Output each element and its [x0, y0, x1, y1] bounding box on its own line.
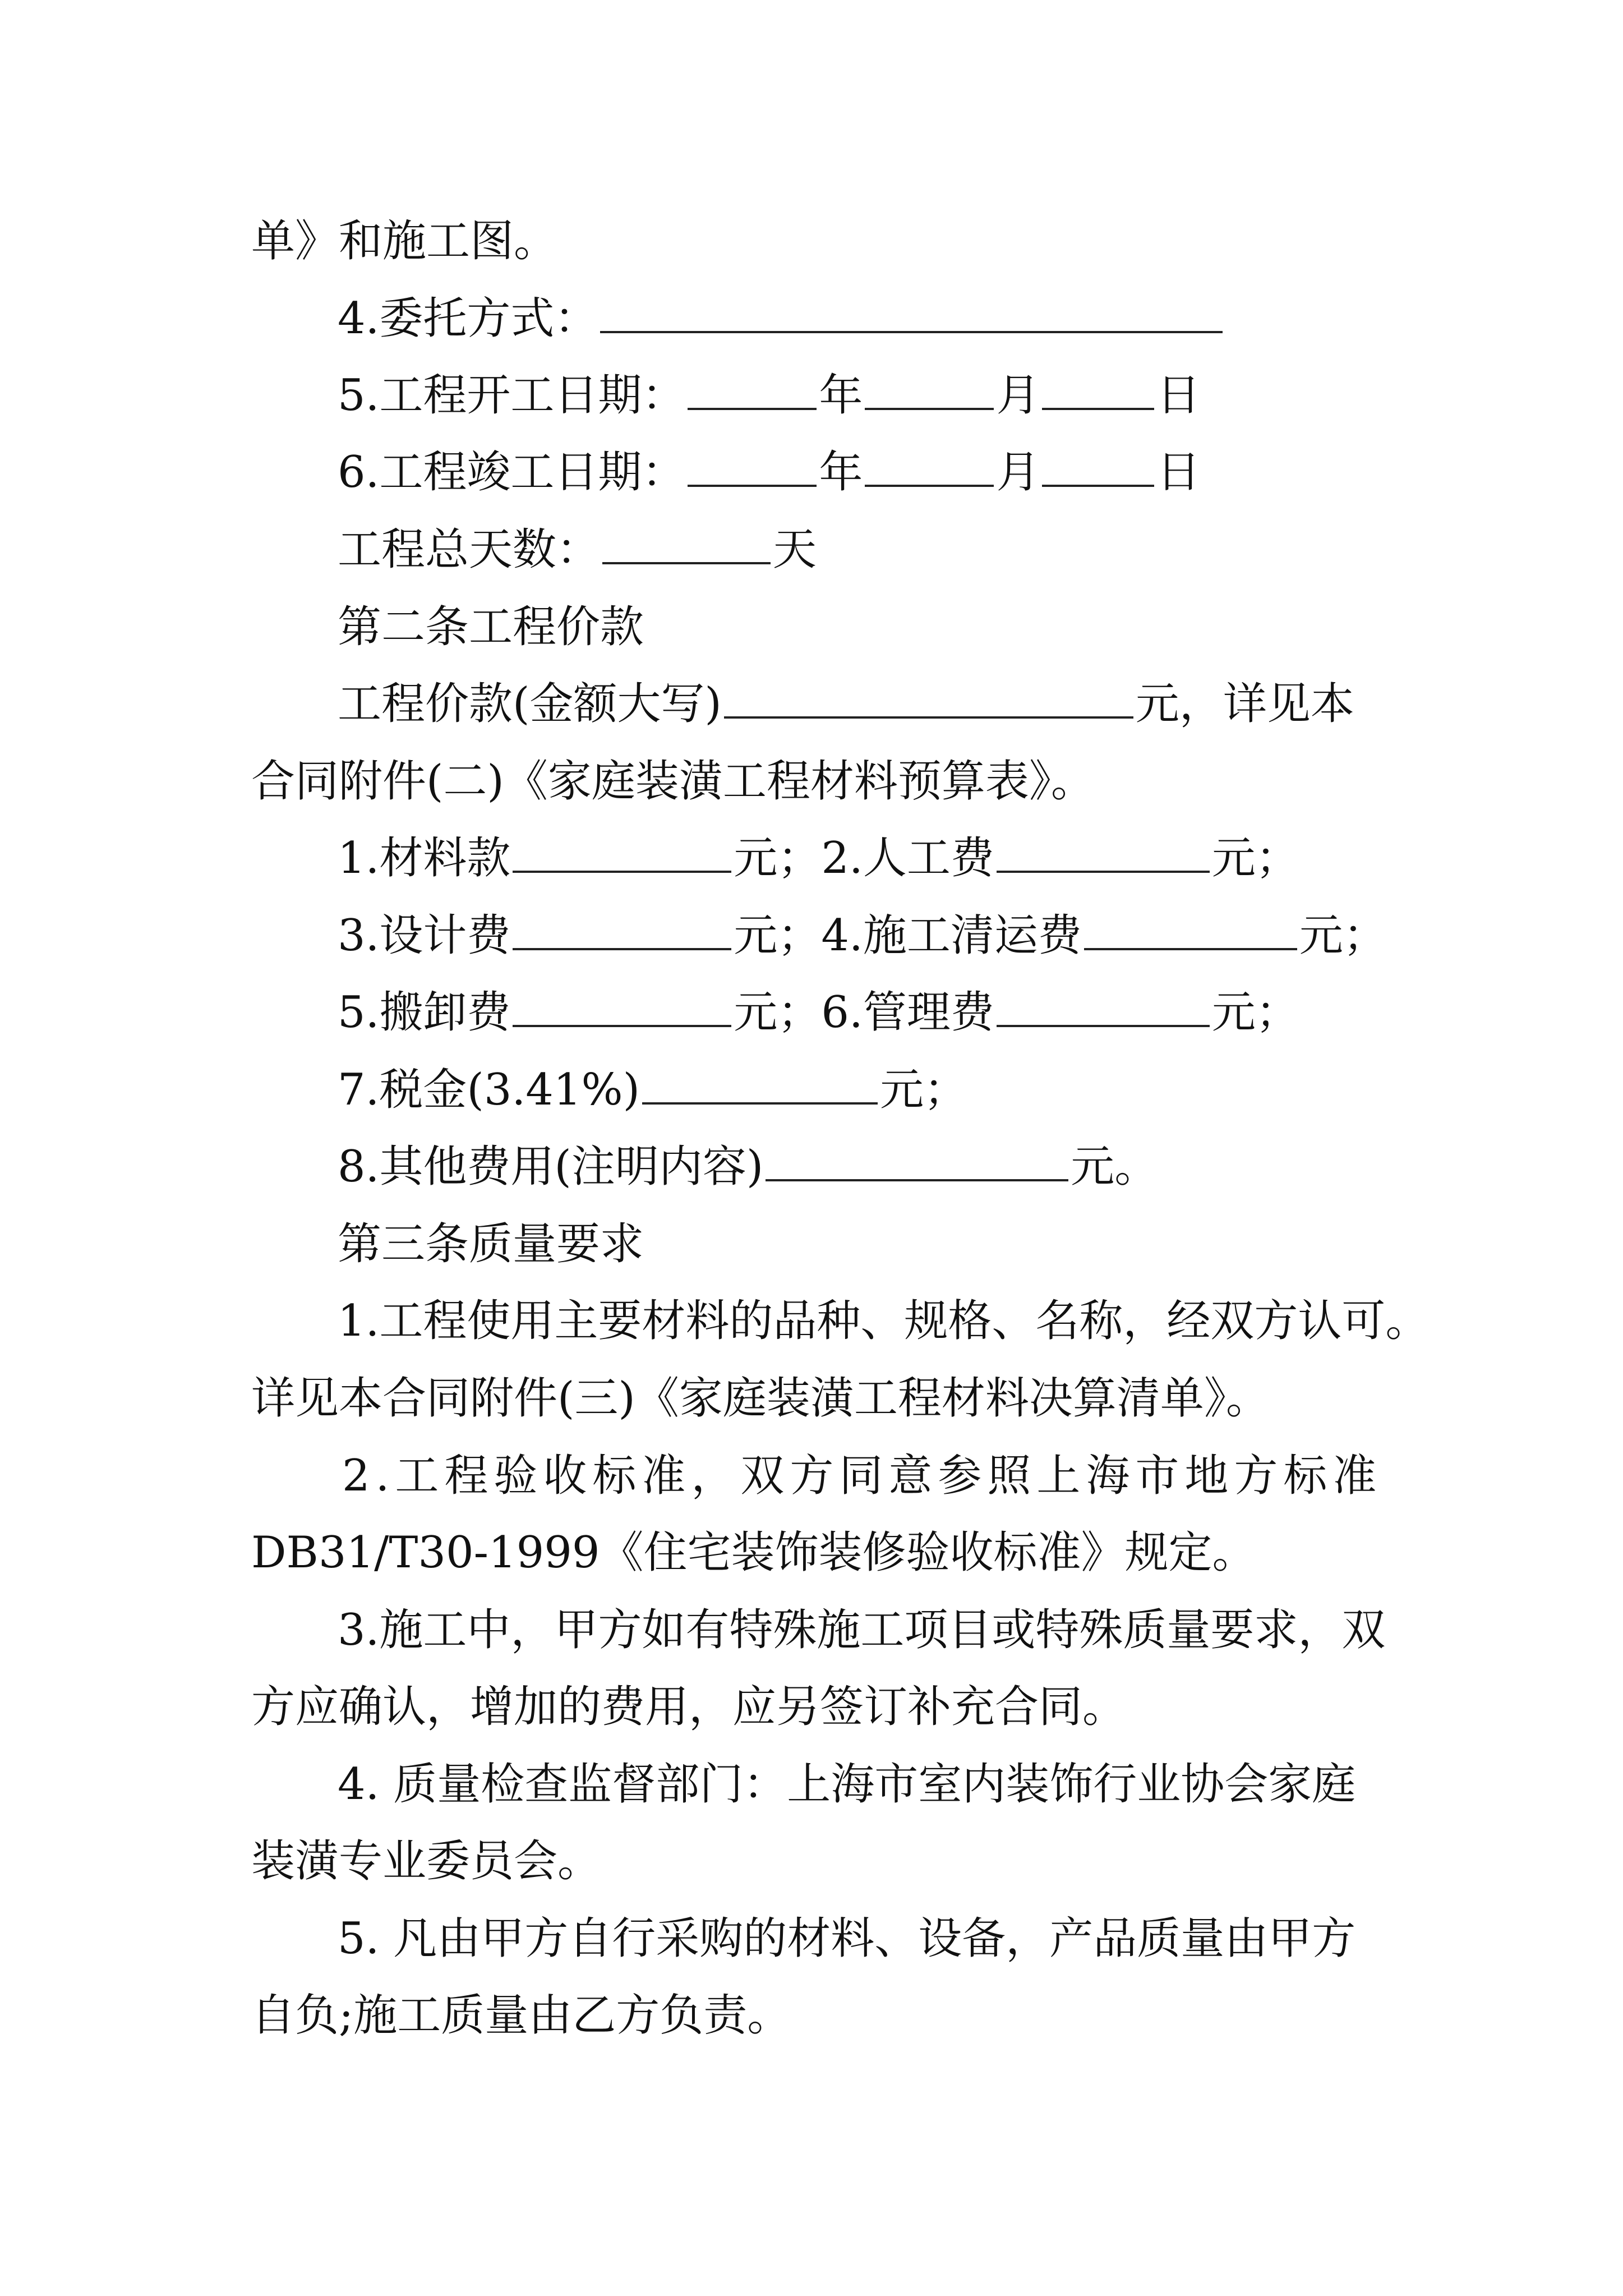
section-heading [0, 593, 1623, 661]
line-text: 3.施工中，甲方如有特殊施工项目或特殊质量要求，双 [338, 1605, 1386, 1655]
line-text: 年 [819, 447, 863, 498]
line-text: 元；2.人工费 [734, 833, 994, 884]
blank-field [600, 291, 1223, 333]
text-line [0, 979, 1623, 1046]
text-line [0, 208, 1623, 275]
text-line [0, 1751, 1623, 1818]
line-text: 元。 [1071, 1142, 1159, 1192]
line-text: 5.搬卸费 [338, 987, 511, 1038]
line-text: 4. 质量检查监督部门：上海市室内装饰行业协会家庭 [338, 1759, 1356, 1810]
blank-field [1042, 367, 1154, 410]
blank-field [997, 830, 1210, 873]
text-line [0, 1982, 1623, 2049]
blank-field [513, 908, 731, 950]
line-text: 自负;施工质量由乙方负责。 [251, 1990, 791, 2041]
text-line [0, 748, 1623, 815]
blank-field [766, 1139, 1068, 1181]
line-text: 4.委托方式： [338, 293, 598, 344]
line-text: 方应确认，增加的费用，应另签订补充合同。 [251, 1682, 1127, 1732]
line-text: 3.设计费 [338, 910, 511, 961]
line-text: 单》和施工图。 [251, 216, 558, 266]
section-heading [0, 1211, 1623, 1278]
blank-field [865, 444, 994, 487]
line-text: 1.材料款 [338, 833, 511, 884]
text-line [0, 1596, 1623, 1664]
blank-field [997, 984, 1210, 1027]
text-line [0, 1442, 1623, 1510]
blank-field [602, 522, 771, 564]
blank-field [688, 367, 817, 410]
text-line [0, 670, 1623, 738]
line-text: 7.税金(3.41%) [338, 1065, 640, 1115]
text-line [0, 902, 1623, 969]
line-text: 1.工程使用主要材料的品种、规格、名称，经双方认可。 [338, 1296, 1430, 1346]
blank-field [865, 367, 994, 410]
text-line [0, 439, 1623, 506]
line-text: 装潢专业委员会。 [251, 1836, 602, 1887]
line-text: 元； [880, 1065, 968, 1115]
line-text: 元； [1299, 910, 1387, 961]
blank-field [688, 444, 817, 487]
line-text: 日 [1156, 447, 1201, 498]
text-line [0, 1287, 1623, 1355]
line-text: 元；6.管理费 [734, 987, 994, 1038]
line-text: 年 [819, 370, 863, 421]
text-line [0, 1905, 1623, 1972]
text-line [0, 362, 1623, 429]
line-text: 2.工程验收标准，双方同意参照上海市地方标准 [342, 1451, 1382, 1501]
blank-field [642, 1062, 878, 1105]
line-text: 8.其他费用(注明内容) [338, 1142, 764, 1192]
line-text: 第三条质量要求 [338, 1219, 644, 1269]
text-line [0, 1133, 1623, 1200]
text-line [0, 1056, 1623, 1124]
text-line [0, 825, 1623, 892]
line-text: 月 [996, 370, 1040, 421]
line-text: 日 [1156, 370, 1201, 421]
line-text: 6.工程竣工日期： [338, 447, 686, 498]
text-line [0, 1673, 1623, 1741]
line-text: 工程总天数： [338, 524, 601, 575]
line-text: 元； [1211, 833, 1299, 884]
text-line [0, 1519, 1623, 1586]
line-text: DB31/T30-1999《住宅装饰装修验收标准》规定。 [251, 1527, 1256, 1578]
line-text: 元，详见本 [1135, 679, 1354, 729]
text-line [0, 285, 1623, 352]
blank-field [513, 984, 731, 1027]
line-text: 合同附件(二)《家庭装潢工程材料预算表》。 [251, 756, 1095, 807]
line-text: 详见本合同附件(三)《家庭装潢工程材料决算清单》。 [251, 1373, 1270, 1424]
line-text: 月 [996, 447, 1040, 498]
line-text: 天 [773, 524, 817, 575]
line-text: 5.工程开工日期： [338, 370, 686, 421]
line-text: 第二条工程价款 [338, 602, 644, 652]
line-text: 元；4.施工清运费 [734, 910, 1082, 961]
blank-field [724, 676, 1133, 719]
text-line [0, 1365, 1623, 1432]
line-text: 5. 凡由甲方自行采购的材料、设备，产品质量由甲方 [338, 1913, 1356, 1964]
text-line [0, 516, 1623, 583]
blank-field [1042, 444, 1154, 487]
text-line [0, 1828, 1623, 1895]
line-text: 工程价款(金额大写) [338, 679, 722, 729]
blank-field [1084, 908, 1297, 950]
blank-field [513, 830, 731, 873]
line-text: 元； [1211, 987, 1299, 1038]
